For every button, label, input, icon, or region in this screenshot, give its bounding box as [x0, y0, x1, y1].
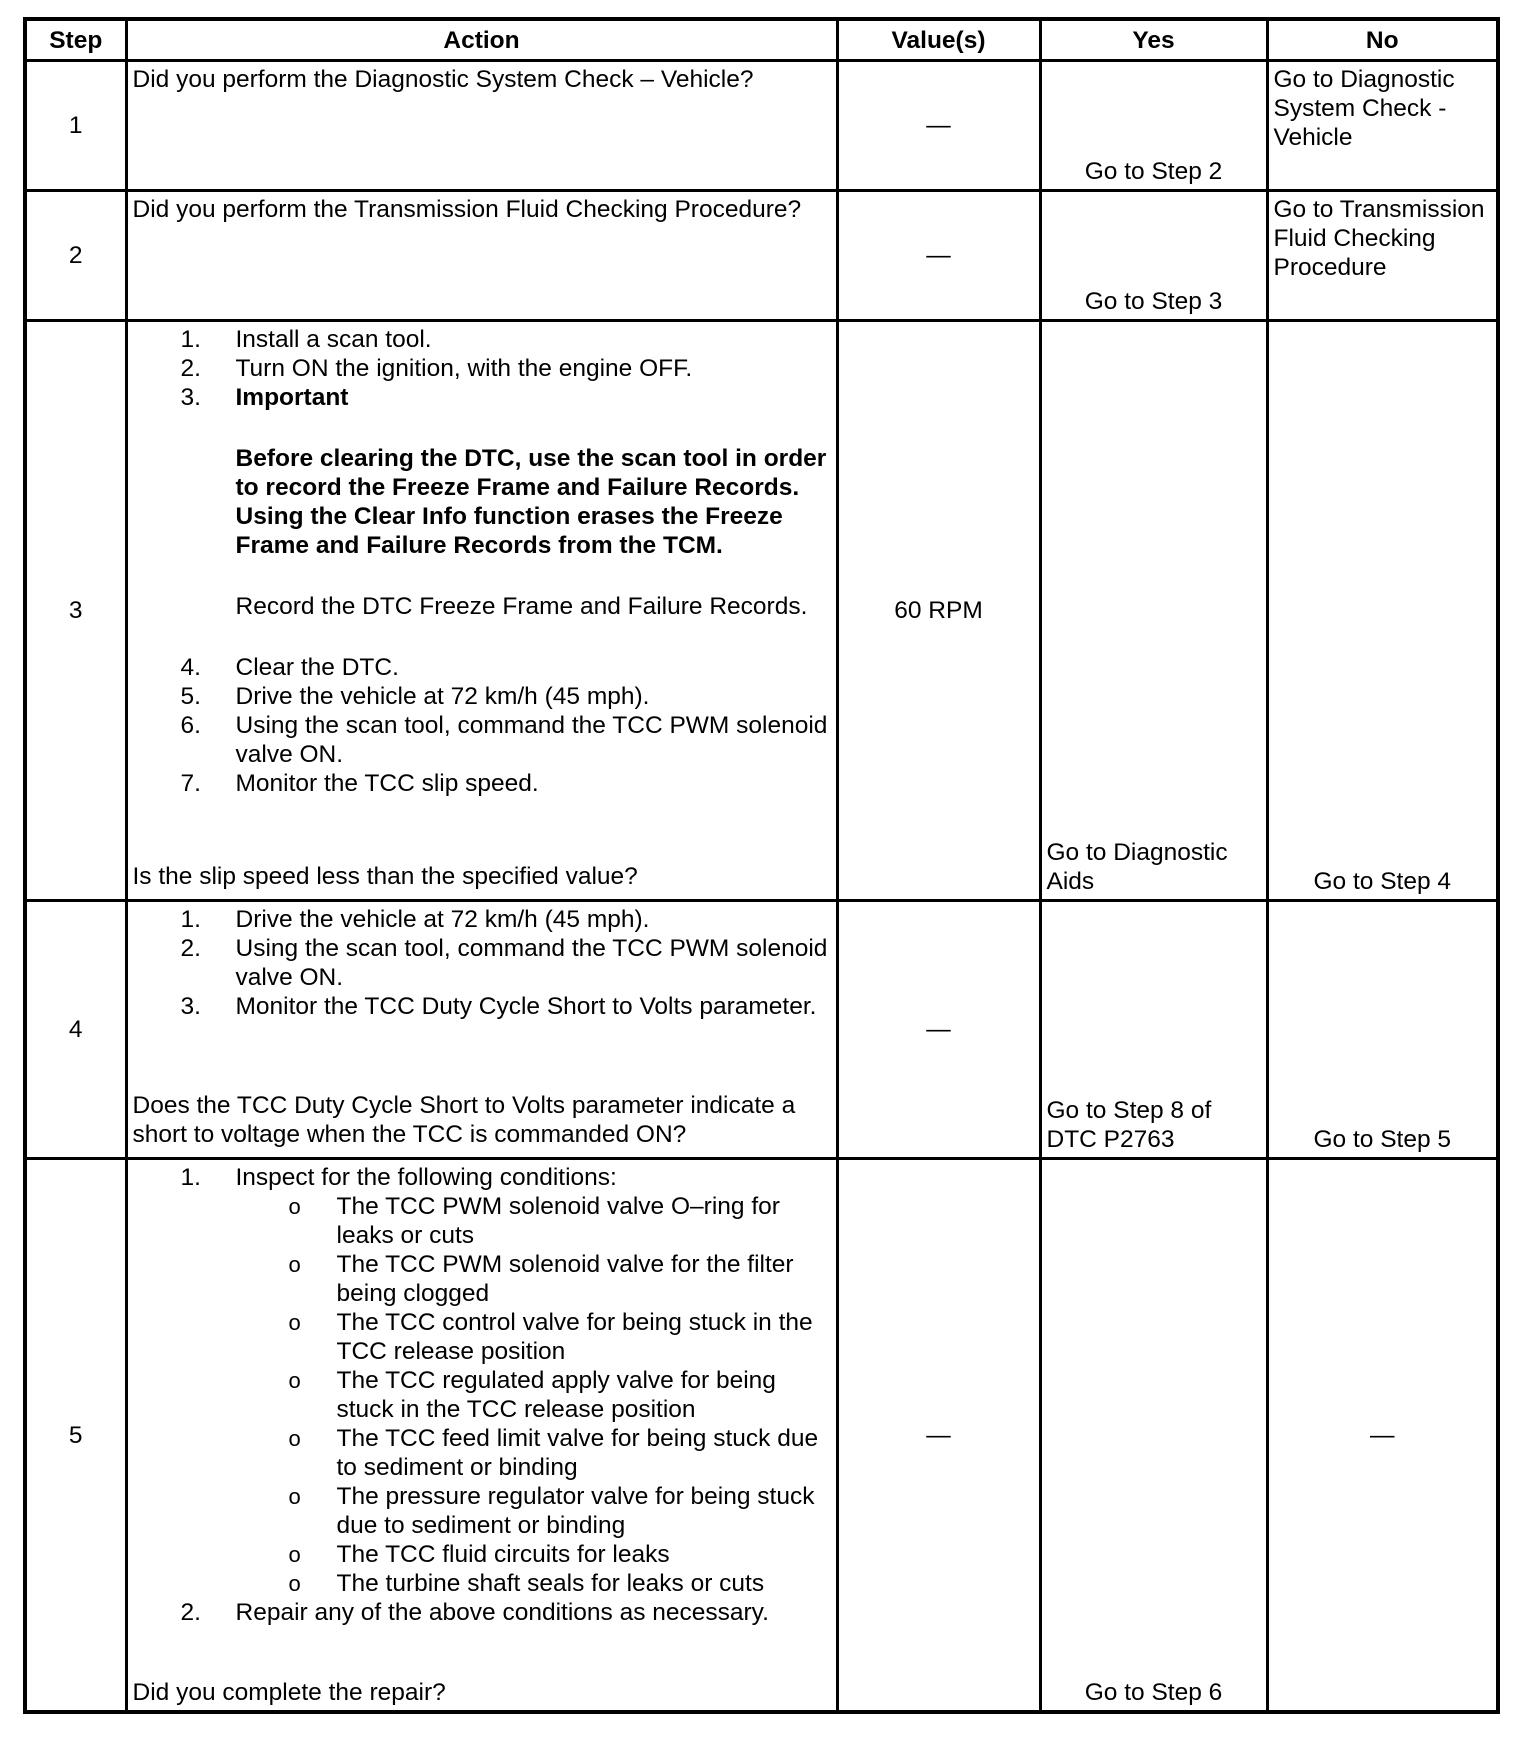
- condition-item: [236, 1424, 831, 1482]
- no-cell: Go to Transmission Fluid Checking Procedure: [1267, 191, 1498, 321]
- step-text: Turn ON the ignition, with the engine OFF.: [235, 355, 693, 382]
- condition-text: The TCC control valve for being stuck in the TCC release position: [336, 1309, 813, 1365]
- header-no: No: [1267, 19, 1498, 61]
- bullet-icon: o: [288, 1571, 301, 1596]
- step-text: Install a scan tool.: [235, 326, 432, 353]
- value-cell: —: [837, 191, 1040, 321]
- action-step: [133, 682, 831, 711]
- table-row: [25, 191, 1498, 321]
- step-num: 2.: [180, 355, 201, 382]
- step-num: 2.: [180, 1599, 201, 1626]
- action-cell: [126, 1159, 837, 1713]
- important-text: Before clearing the DTC, use the scan tool in order to record the Freeze Frame and Failure Records. Using the Clear Info function erases the Freeze Frame and Failure Records from the TCM.: [235, 445, 827, 559]
- step-num: 3.: [180, 993, 201, 1020]
- step-num: 6.: [180, 712, 201, 739]
- no-cell: Go to Diagnostic System Check - Vehicle: [1267, 61, 1498, 191]
- condition-text: The TCC fluid circuits for leaks: [336, 1541, 670, 1568]
- action-step: [133, 325, 831, 354]
- condition-item: [236, 1540, 831, 1569]
- step-number: 5: [25, 1159, 126, 1713]
- bullet-icon: o: [288, 1310, 301, 1335]
- action-step: [133, 905, 831, 934]
- action-steps: [133, 1163, 831, 1627]
- header-values: Value(s): [837, 19, 1040, 61]
- condition-item: [236, 1308, 831, 1366]
- action-cell: [126, 901, 837, 1159]
- action-question: Is the slip speed less than the specified value?: [132, 863, 638, 890]
- yes-cell: Go to Step 6: [1040, 1159, 1267, 1713]
- header-step: Step: [25, 19, 126, 61]
- no-cell: Go to Step 4: [1267, 321, 1498, 901]
- header-action: Action: [126, 19, 837, 61]
- step-text: Drive the vehicle at 72 km/h (45 mph).: [235, 906, 650, 933]
- action-question: Did you complete the repair?: [132, 1679, 446, 1706]
- table-row: [25, 901, 1498, 1159]
- step-number: 2: [25, 191, 126, 321]
- conditions-list: [236, 1192, 831, 1598]
- condition-item: [236, 1569, 831, 1598]
- condition-text: The TCC feed limit valve for being stuck due to sediment or binding: [336, 1425, 819, 1481]
- step-num: 7.: [180, 770, 201, 797]
- action-step: [133, 992, 831, 1021]
- no-cell: —: [1267, 1159, 1498, 1713]
- condition-item: [236, 1192, 831, 1250]
- diagnostic-table: [23, 17, 1500, 1714]
- table-row: [25, 321, 1498, 901]
- action-step: [133, 769, 831, 798]
- step-num: 5.: [180, 683, 201, 710]
- action-steps: [133, 905, 831, 1021]
- table-row: [25, 1159, 1498, 1713]
- bullet-icon: o: [288, 1426, 301, 1451]
- yes-cell: Go to Step 2: [1040, 61, 1267, 191]
- value-cell: —: [837, 901, 1040, 1159]
- step-num: 1.: [180, 326, 201, 353]
- no-cell: Go to Step 5: [1267, 901, 1498, 1159]
- action-cell: [126, 191, 837, 321]
- step-text: Monitor the TCC Duty Cycle Short to Volts parameter.: [235, 993, 817, 1020]
- table-row: [25, 61, 1498, 191]
- step-num: 2.: [180, 935, 201, 962]
- step-number: 3: [25, 321, 126, 901]
- action-question: Did you perform the Transmission Fluid Checking Procedure?: [132, 196, 802, 223]
- condition-text: The pressure regulator valve for being stuck due to sediment or binding: [336, 1483, 815, 1539]
- step-text: Inspect for the following conditions:: [235, 1164, 617, 1191]
- action-cell: [126, 61, 837, 191]
- step-num: 4.: [180, 654, 201, 681]
- step-text: Repair any of the above conditions as necessary.: [235, 1599, 769, 1626]
- header-row: [25, 19, 1498, 61]
- action-step: [133, 934, 831, 992]
- yes-cell: Go to Step 8 of DTC P2763: [1040, 901, 1267, 1159]
- bullet-icon: o: [288, 1368, 301, 1393]
- yes-cell: Go to Diagnostic Aids: [1040, 321, 1267, 901]
- action-cell: [126, 321, 837, 901]
- action-step: [133, 354, 831, 383]
- condition-item: [236, 1482, 831, 1540]
- value-cell: —: [837, 1159, 1040, 1713]
- step-number: 4: [25, 901, 126, 1159]
- step-text: Drive the vehicle at 72 km/h (45 mph).: [235, 683, 650, 710]
- condition-item: [236, 1366, 831, 1424]
- action-step: [133, 653, 831, 682]
- condition-text: The TCC PWM solenoid valve O–ring for leaks or cuts: [336, 1193, 780, 1249]
- step-num: 1.: [180, 1164, 201, 1191]
- bullet-icon: o: [288, 1194, 301, 1219]
- important-title: Important: [235, 384, 349, 411]
- step-num: 1.: [180, 906, 201, 933]
- bullet-icon: o: [288, 1542, 301, 1567]
- yes-cell: Go to Step 3: [1040, 191, 1267, 321]
- step-text: Monitor the TCC slip speed.: [235, 770, 539, 797]
- step-number: 1: [25, 61, 126, 191]
- header-yes: Yes: [1040, 19, 1267, 61]
- condition-text: The TCC PWM solenoid valve for the filter being clogged: [336, 1251, 794, 1307]
- action-step-important: [133, 383, 831, 621]
- condition-text: The turbine shaft seals for leaks or cuts: [336, 1570, 765, 1597]
- action-question: Did you perform the Diagnostic System Check – Vehicle?: [132, 66, 754, 93]
- important-note: Record the DTC Freeze Frame and Failure Records.: [235, 593, 808, 620]
- condition-text: The TCC regulated apply valve for being stuck in the TCC release position: [336, 1367, 776, 1423]
- action-step: [133, 1163, 831, 1598]
- condition-item: [236, 1250, 831, 1308]
- action-steps: [133, 325, 831, 798]
- value-cell: —: [837, 61, 1040, 191]
- value-cell: 60 RPM: [837, 321, 1040, 901]
- action-step: [133, 711, 831, 769]
- step-text: Using the scan tool, command the TCC PWM solenoid valve ON.: [235, 712, 828, 768]
- step-text: Clear the DTC.: [235, 654, 399, 681]
- step-text: Using the scan tool, command the TCC PWM solenoid valve ON.: [235, 935, 828, 991]
- bullet-icon: o: [288, 1252, 301, 1277]
- action-question: Does the TCC Duty Cycle Short to Volts parameter indicate a short to voltage when the TCC is commanded ON?: [132, 1092, 796, 1148]
- step-num: 3.: [180, 384, 201, 411]
- action-step: [133, 1598, 831, 1627]
- bullet-icon: o: [288, 1484, 301, 1509]
